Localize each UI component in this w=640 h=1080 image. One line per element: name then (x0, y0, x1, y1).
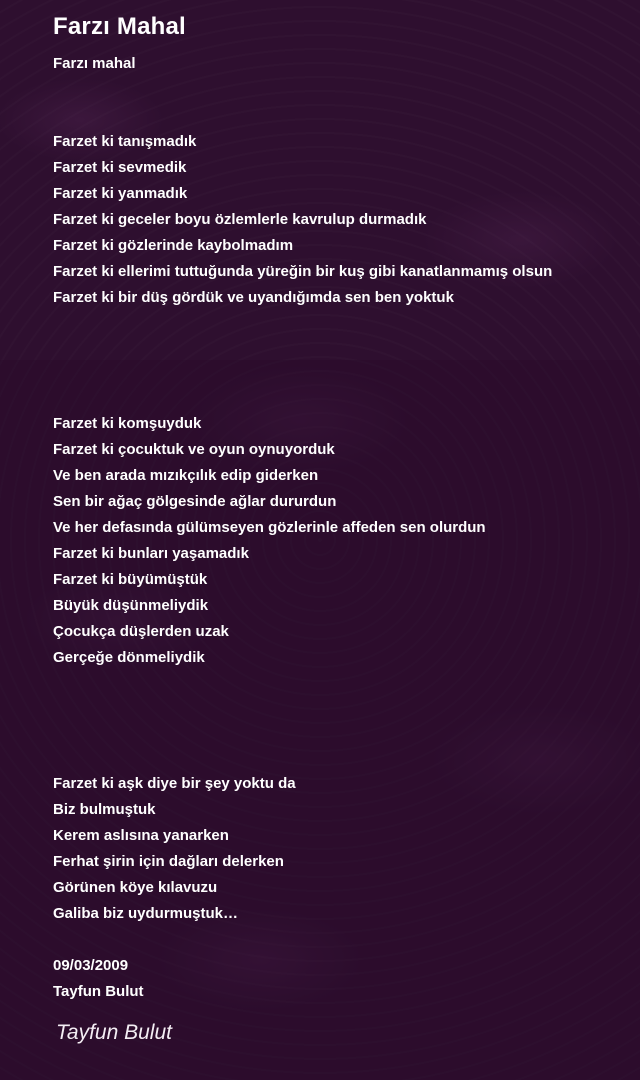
poem-content (53, 12, 633, 1005)
poem-line: Kerem aslısına yanarken (53, 827, 229, 844)
poem-date: 09/03/2009 (53, 957, 129, 974)
poem-line: Farzet ki bir düş gördük ve uyandığımda sen ben yoktuk (53, 289, 454, 306)
poem-line: Ferhat şirin için dağları delerken (53, 853, 284, 870)
poem-line: Farzet ki bunları yaşamadık (53, 545, 249, 562)
poem-line: Farzet ki geceler boyu özlemlerle kavrulup durmadık (53, 211, 427, 228)
stanza-3 (53, 771, 633, 927)
poem-line: Ve ben arada mızıkçılık edip giderken (53, 467, 319, 484)
stanza-1 (53, 129, 633, 311)
author-signature: Tayfun Bulut (56, 1021, 172, 1044)
poem-line: Farzet ki komşuyduk (53, 415, 202, 432)
poem-line: Farzet ki ellerimi tuttuğunda yüreğin bir kuş gibi kanatlanmamış olsun (53, 263, 553, 280)
poem-line: Gerçeğe dönmeliydik (53, 649, 205, 666)
poem-line: Biz bulmuştuk (53, 801, 156, 818)
poem-line: Galiba biz uydurmuştuk… (53, 905, 239, 922)
poem-author-line: Tayfun Bulut (53, 983, 144, 1000)
poem-subtitle: Farzı mahal (53, 55, 136, 72)
poem-title: Farzı Mahal (53, 13, 186, 40)
poem-line: Çocukça düşlerden uzak (53, 623, 229, 640)
poem-line: Farzet ki yanmadık (53, 185, 188, 202)
poem-line: Farzet ki aşk diye bir şey yoktu da (53, 775, 296, 792)
poem-line: Farzet ki sevmedik (53, 159, 187, 176)
poem-line: Farzet ki gözlerinde kaybolmadım (53, 237, 294, 254)
poem-line: Farzet ki büyümüştük (53, 571, 208, 588)
poem-line: Sen bir ağaç gölgesinde ağlar dururdun (53, 493, 337, 510)
poem-line: Farzet ki çocuktuk ve oyun oynuyorduk (53, 441, 335, 458)
poem-line: Ve her defasında gülümseyen gözlerinle affeden sen olurdun (53, 519, 486, 536)
stanza-2 (53, 411, 633, 671)
poem-line: Büyük düşünmeliydik (53, 597, 209, 614)
poem-line: Farzet ki tanışmadık (53, 133, 197, 150)
poem-line: Görünen köye kılavuzu (53, 879, 218, 896)
